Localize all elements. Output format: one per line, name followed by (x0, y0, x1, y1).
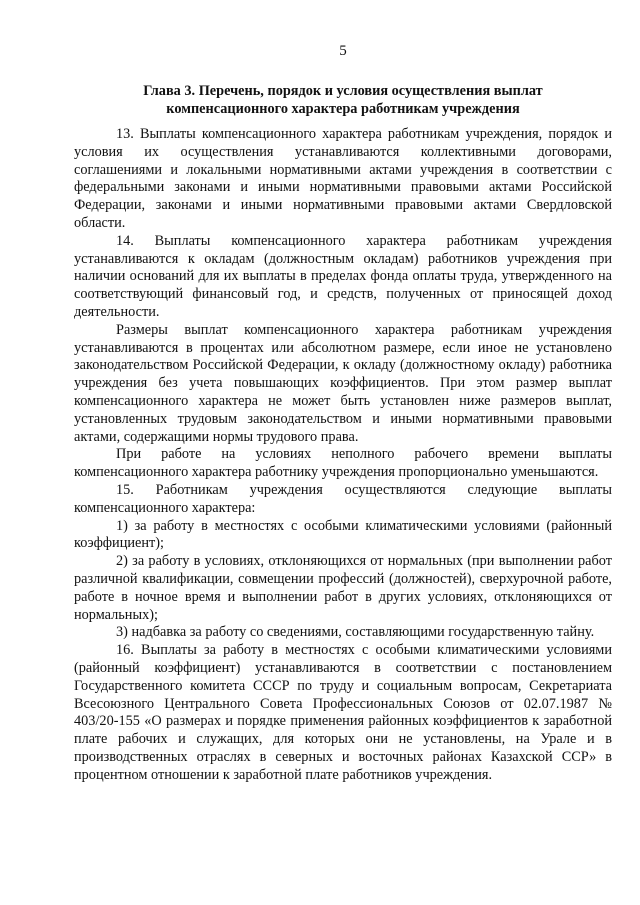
paragraph-14-part-time: При работе на условиях неполного рабочего времени выплаты компенсационного характера работнику учреждения пропорционально уменьшаются. (74, 446, 612, 481)
list-item-2: 2) за работу в условиях, отклоняющихся от нормальных (при выполнении работ различной квалификации, совмещении профессий (должностей), сверхурочной работе, работе в ночное время и выполнении работ в других условиях, отклоняющихся от нормальных); (74, 553, 612, 623)
body-text (74, 126, 612, 784)
list-item-1: 1) за работу в местностях с особыми климатическими условиями (районный коэффициент); (74, 517, 612, 552)
chapter-title (74, 82, 612, 118)
page-number: 5 (339, 43, 347, 59)
list-item-3: 3) надбавка за работу со сведениями, составляющими государственную тайну. (116, 624, 595, 641)
paragraph-14: 14. Выплаты компенсационного характера работникам учреждения устанавливаются к окладам (должностным окладам) работников учреждения при наличии оснований для их выплаты в пределах фонда оплаты труда, утвержденного на соответствующий финансовый год, и средств, полученных от приносящей доход деятельности. (74, 232, 612, 320)
paragraph-16: 16. Выплаты за работу в местностях с особыми климатическими условиями (районный коэффициент) устанавливаются в соответствии с постановлением Государственного комитета СССР по труду и социальным вопросам, Секретариата Всесоюзного Центрального Совета Профессиональных Союзов от 02.07.1987 № 403/20-155 «О размерах и порядке применения районных коэффициентов к заработной плате рабочих и служащих, для которых они не установлены, на Урале и в производственных отраслях в северных и восточных районах Казахской ССР» в процентном отношении к заработной плате работников учреждения. (74, 642, 612, 783)
chapter-title-line-2: компенсационного характера работникам учреждения (166, 101, 520, 117)
paragraph-14-sizes: Размеры выплат компенсационного характера работникам учреждения устанавливаются в процентах или абсолютном размере, если иное не установлено законодательством Российской Федерации, к окладу (должностному окладу) работника учреждения без учета повышающих коэффициентов. При этом размер выплат компенсационного характера не может быть установлен ниже размеров выплат, установленных трудовым законодательством и иными нормативными правовыми актами, содержащими нормы трудового права. (74, 321, 612, 445)
document-page (74, 0, 612, 905)
chapter-title-line-1: Глава 3. Перечень, порядок и условия осуществления выплат (143, 83, 543, 99)
paragraph-13: 13. Выплаты компенсационного характера работникам учреждения, порядок и условия их осуществления устанавливаются коллективными договорами, соглашениями и локальными нормативными актами учреждения в соответствии с федеральными законами и иными нормативными правовыми актами Российской Федерации, законами и иными нормативными правовыми актами Свердловской области. (74, 126, 612, 231)
paragraph-15: 15. Работникам учреждения осуществляются следующие выплаты компенсационного характера: (74, 481, 612, 516)
